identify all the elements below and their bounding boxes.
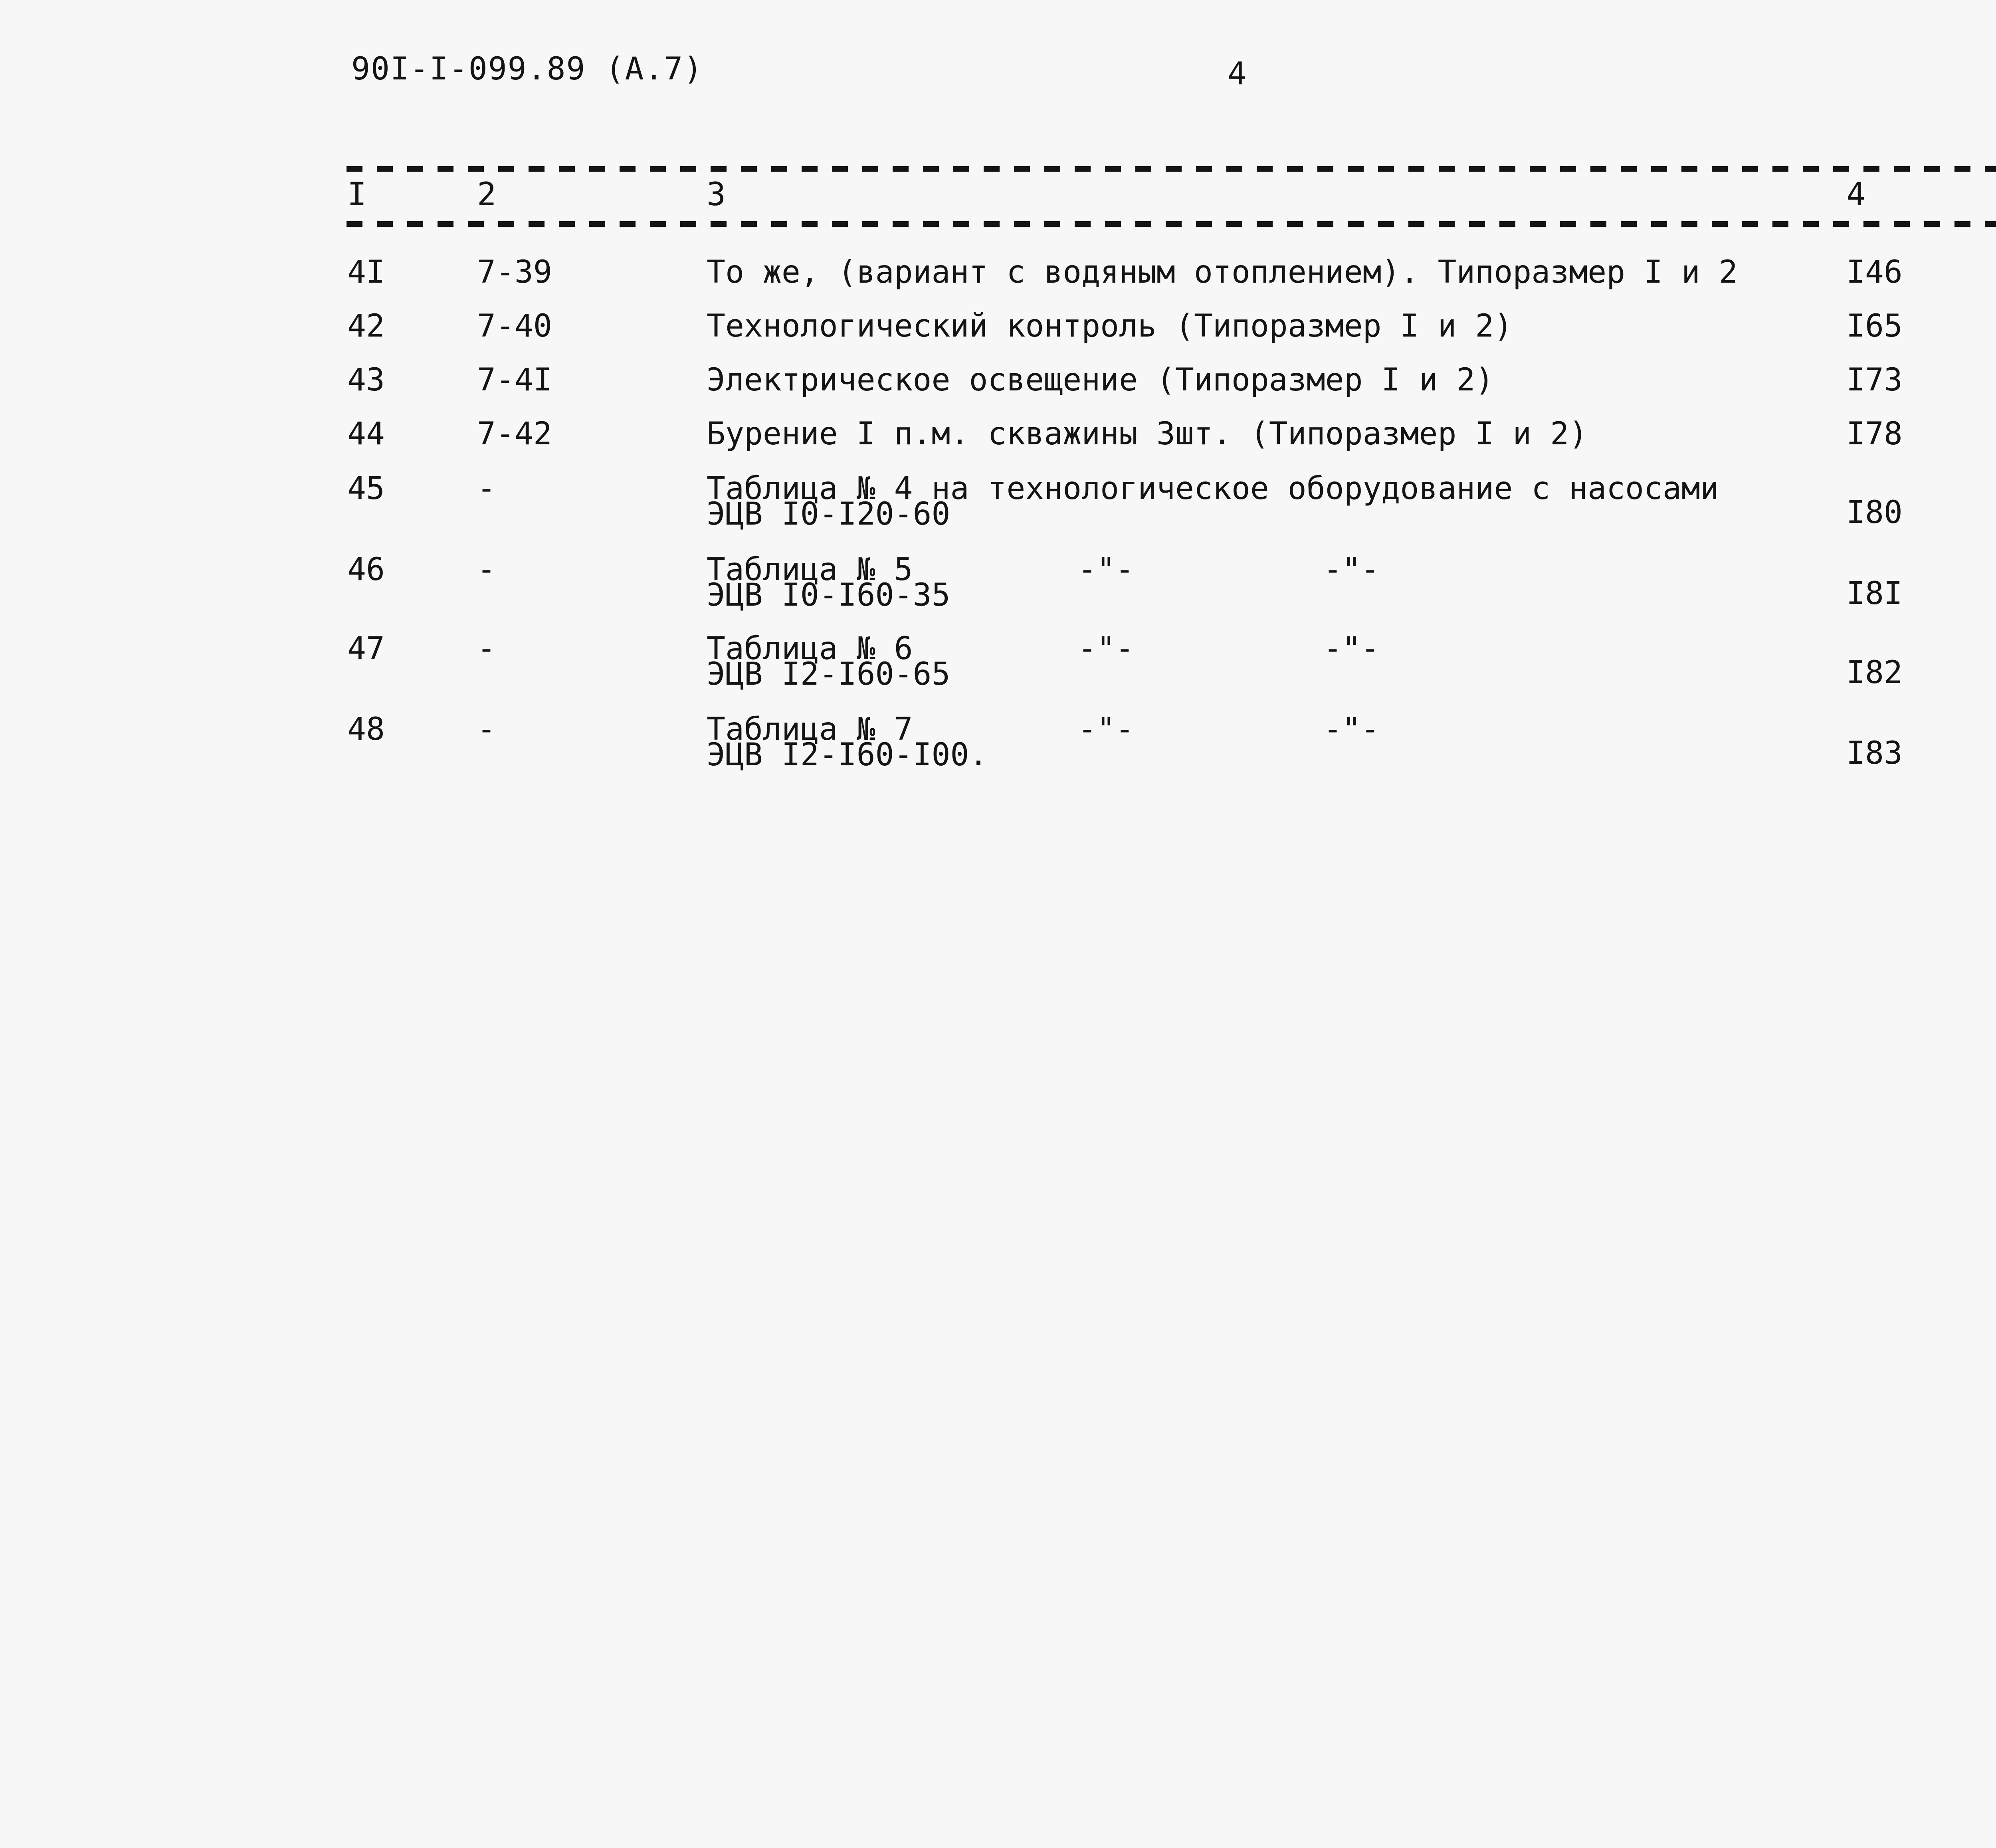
row-description: [707, 711, 988, 773]
row-page-ref: I65: [1846, 308, 1903, 344]
row-number: 43: [347, 362, 385, 398]
description-line: ЭЦВ I0-I20-60: [707, 496, 950, 532]
description-line: Технологический контроль (Типоразмер I и 2): [707, 308, 1513, 344]
table-row: [0, 552, 1996, 637]
row-page-ref: I80: [1846, 495, 1903, 531]
row-code: 7-4I: [477, 362, 552, 398]
description-line: ЭЦВ I0-I60-35: [707, 577, 950, 613]
row-number: 42: [347, 308, 385, 344]
table-top-dashed-rule: [347, 166, 1996, 172]
row-description: [707, 416, 1588, 452]
table-row: [0, 631, 1996, 716]
table-row: [0, 711, 1996, 796]
row-page-ref: I78: [1846, 416, 1903, 452]
row-description: [707, 254, 1738, 290]
ditto-mark: -"-: [1078, 631, 1134, 667]
description-line: Таблица № 6: [707, 631, 913, 667]
row-code: -: [477, 471, 496, 507]
row-number: 47: [347, 631, 385, 667]
table-header-dashed-rule: [347, 221, 1996, 227]
row-page-ref: I46: [1846, 254, 1903, 290]
column-header-1: I: [347, 176, 367, 213]
description-line: Таблица № 7: [707, 711, 913, 747]
page-number: 4: [1228, 56, 1246, 92]
description-line: ЭЦВ I2-I60-65: [707, 656, 950, 692]
row-page-ref: I8I: [1846, 576, 1903, 612]
row-page-ref: I73: [1846, 362, 1903, 398]
description-line: Бурение I п.м. скважины 3шт. (Типоразмер I и 2): [707, 416, 1588, 452]
row-page-ref: I82: [1846, 655, 1903, 691]
row-description: [707, 308, 1513, 344]
column-header-4: 4: [1846, 176, 1866, 213]
row-code: -: [477, 711, 496, 747]
ditto-mark: -"-: [1323, 631, 1380, 667]
row-number: 4I: [347, 254, 385, 290]
row-description: [707, 471, 1719, 532]
ditto-mark: -"-: [1078, 711, 1134, 747]
column-header-2: 2: [477, 176, 497, 213]
row-number: 48: [347, 711, 385, 747]
column-header-3: 3: [707, 176, 726, 213]
row-code: -: [477, 631, 496, 667]
row-page-ref: I83: [1846, 735, 1903, 771]
row-code: 7-40: [477, 308, 552, 344]
description-line: Таблица № 5: [707, 552, 913, 588]
description-line: Электрическое освещение (Типоразмер I и 2): [707, 362, 1494, 398]
ditto-mark: -"-: [1323, 552, 1380, 588]
description-line: Таблица № 4 на технологическое оборудование с насосами: [707, 471, 1719, 507]
row-number: 45: [347, 471, 385, 507]
row-code: -: [477, 552, 496, 588]
ditto-mark: -"-: [1323, 711, 1380, 747]
row-description: [707, 552, 950, 613]
row-description: [707, 631, 950, 692]
row-description: [707, 362, 1494, 398]
description-line: ЭЦВ I2-I60-I00.: [707, 737, 988, 773]
ditto-mark: -"-: [1078, 552, 1134, 588]
row-code: 7-39: [477, 254, 552, 290]
row-number: 46: [347, 552, 385, 588]
row-number: 44: [347, 416, 385, 452]
table-row: [0, 471, 1996, 556]
description-line: То же, (вариант с водяным отоплением). Типоразмер I и 2: [707, 254, 1738, 290]
document-code: 90I-I-099.89 (A.7): [351, 51, 703, 87]
row-code: 7-42: [477, 416, 552, 452]
